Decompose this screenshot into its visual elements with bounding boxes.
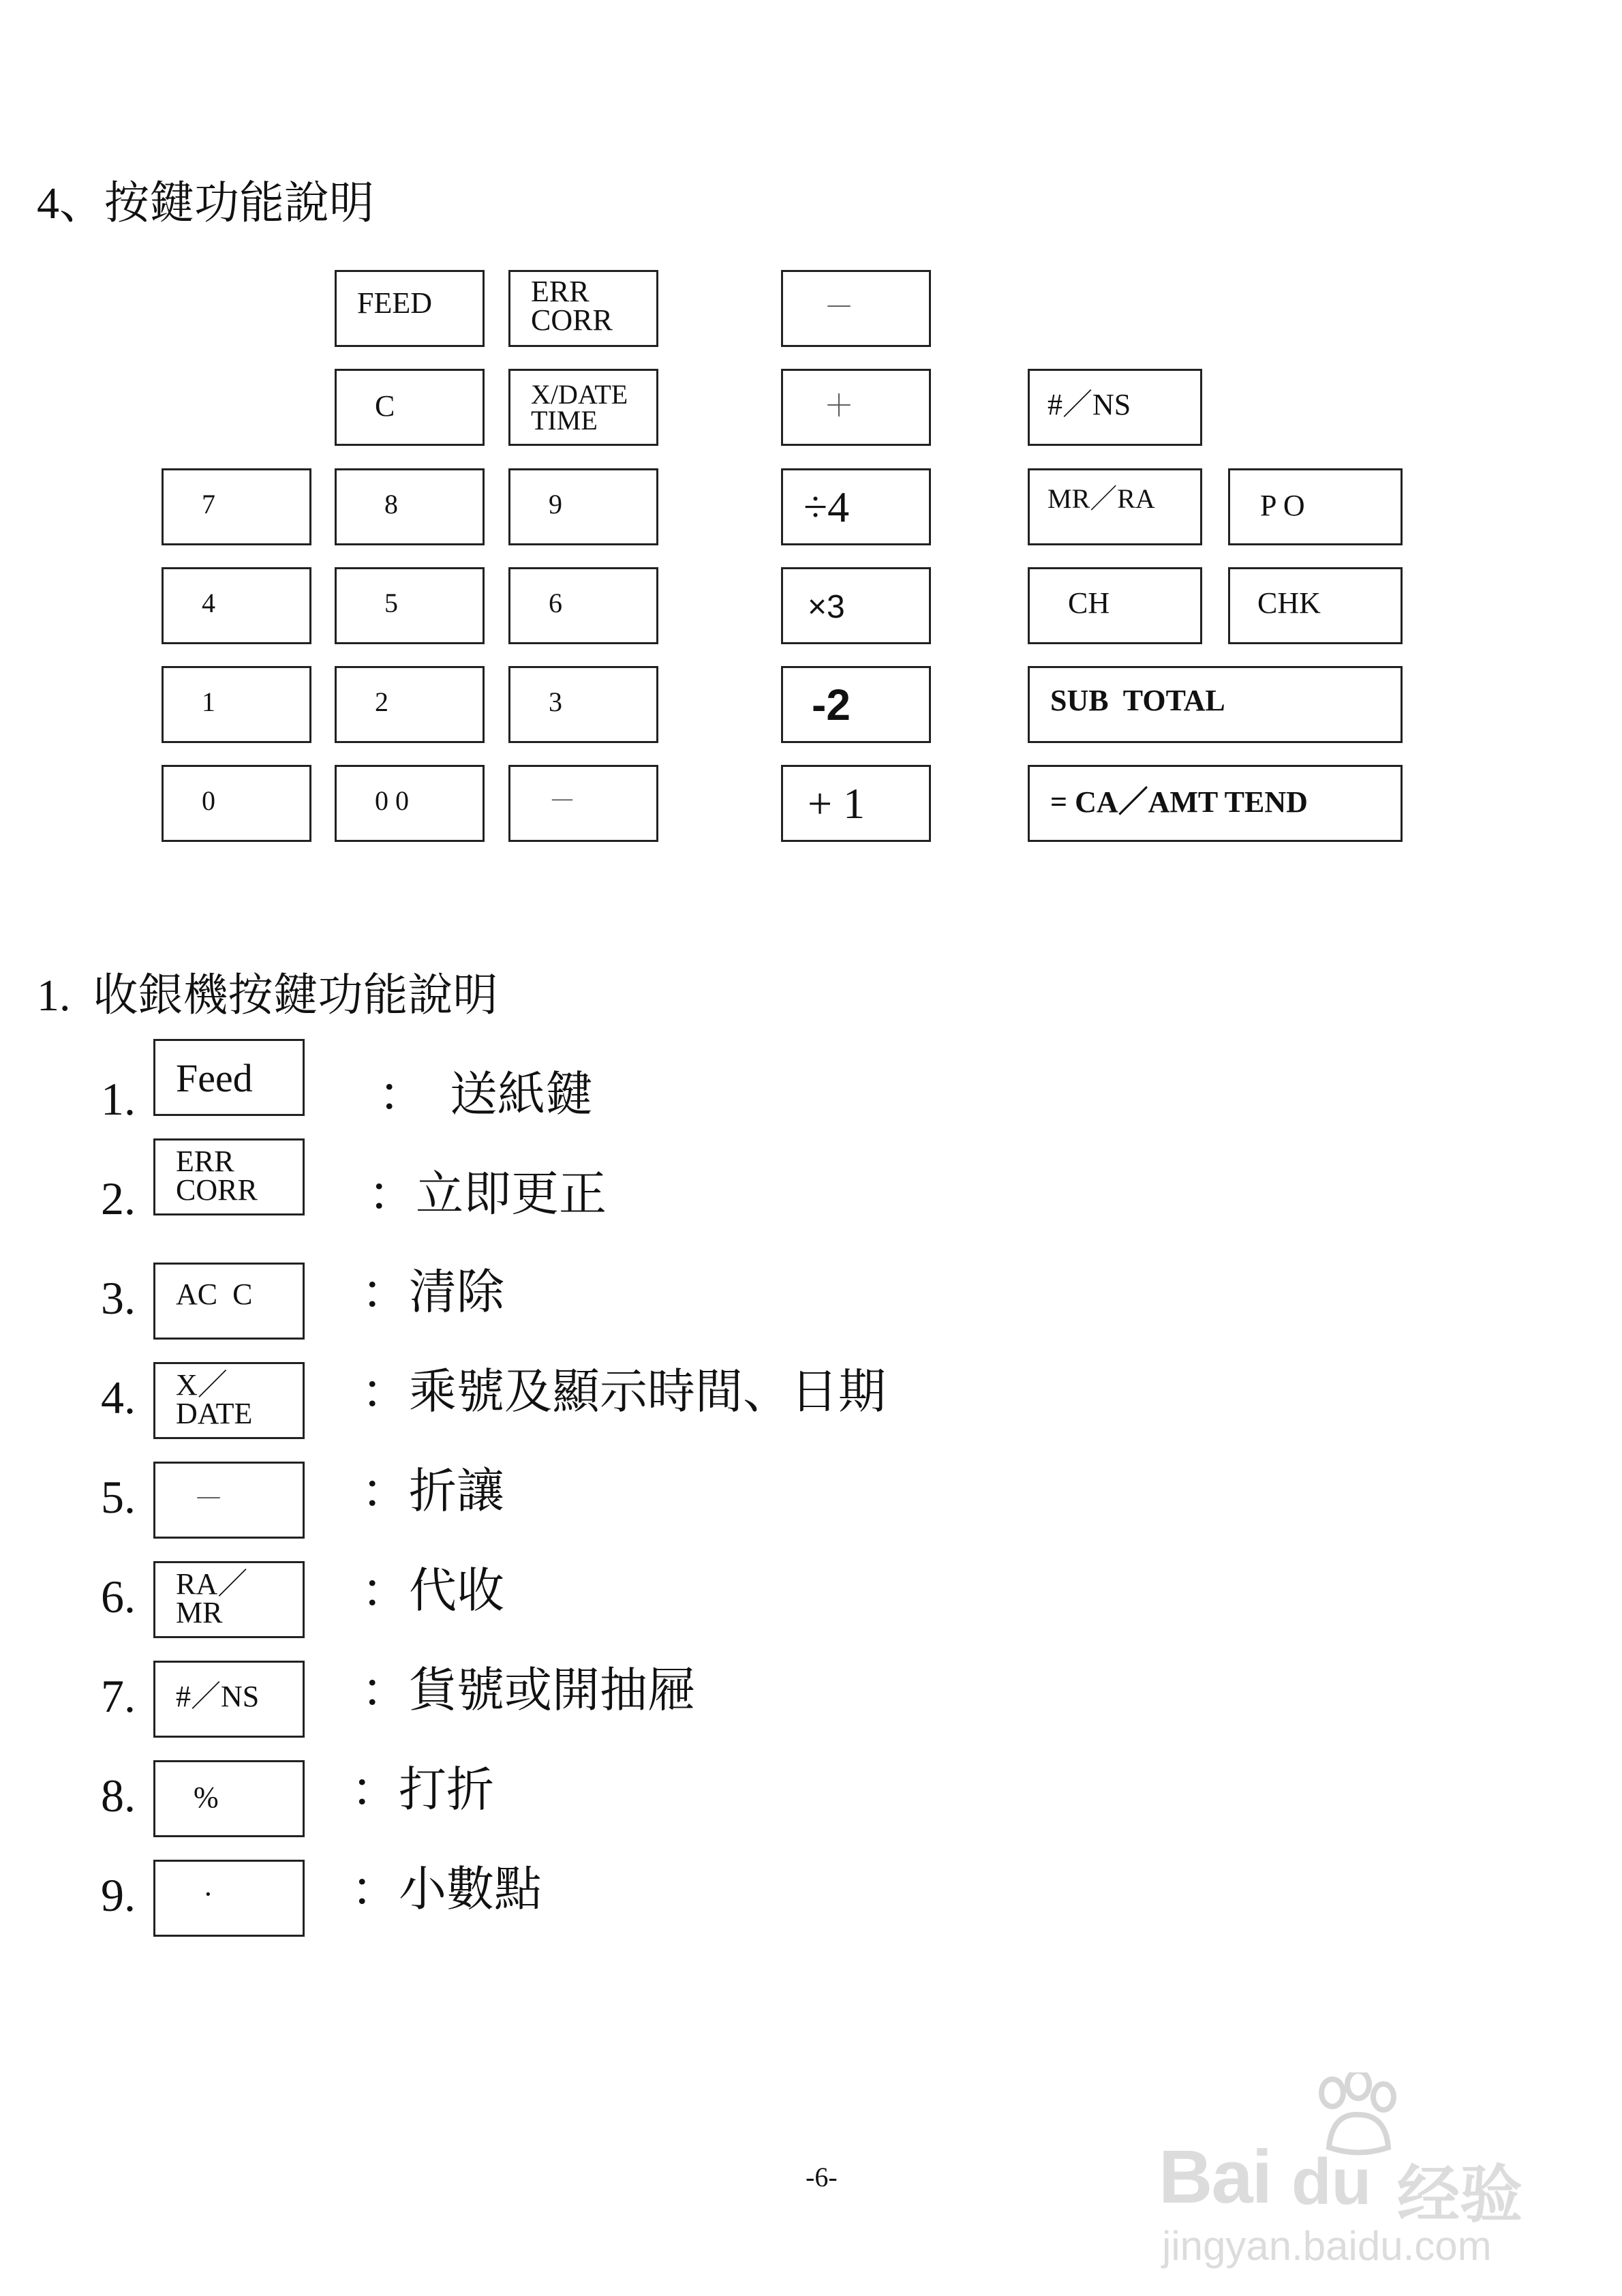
double-zero-key [335, 765, 485, 842]
watermark-url: jingyan.baidu.com [1162, 2223, 1492, 2269]
minus-key-icon [153, 1462, 305, 1539]
digit-3-key [508, 666, 658, 743]
digit-7-key [162, 468, 311, 545]
feed-key-icon-label: Feed [176, 1056, 253, 1100]
minus-bottom-key [508, 765, 658, 842]
ac-c-key-icon [153, 1263, 305, 1340]
chk-key-label: CHK [1257, 586, 1321, 620]
item-description: ：打折 [351, 1764, 494, 1817]
section-title: 4、按鍵功能說明 [37, 179, 374, 228]
watermark-brand-cn: 经验 [1397, 2158, 1523, 2231]
minus-top-key [781, 270, 931, 347]
feed-key-icon [153, 1039, 305, 1116]
dept-1-label: + 1 [808, 779, 866, 828]
digit-1-label: 1 [202, 686, 215, 717]
chk-key [1228, 567, 1403, 644]
clear-key-label: C [375, 389, 395, 423]
po-key-label: P O [1260, 489, 1305, 522]
list-title: 1. 收銀機按鍵功能說明 [37, 971, 498, 1021]
dept-4-key [781, 468, 931, 545]
item-number: 5. [101, 1471, 136, 1523]
hash-ns-key-icon [153, 1661, 305, 1738]
ca-amt-tend-key-label: = CA／AMT TEND [1050, 785, 1308, 819]
item-description: ：清除 [361, 1267, 504, 1319]
percent-key-icon [153, 1760, 305, 1837]
digit-9-key [508, 468, 658, 545]
dept-2-label: -2 [812, 680, 851, 729]
ra-mr-key-icon [153, 1561, 305, 1638]
item-description: ：立即更正 [368, 1168, 607, 1221]
x-date-key-icon [153, 1362, 305, 1439]
item-description: ：折讓 [361, 1466, 504, 1518]
digit-0-label: 0 [202, 785, 215, 816]
sub-total-key-label: SUB TOTAL [1050, 684, 1225, 717]
hash-ns-key-icon-label: #／NS [176, 1680, 260, 1713]
dept-4-label: ÷4 [804, 483, 850, 531]
mr-ra-key [1028, 468, 1202, 545]
x-date-time-key [508, 369, 658, 446]
item-description: ： 送紙鍵 [378, 1069, 593, 1121]
ch-key-label: CH [1068, 586, 1110, 620]
feed-key [335, 270, 485, 347]
decimal-point-key-icon-label: · [203, 1877, 213, 1911]
item-number: 8. [101, 1770, 136, 1822]
err-corr-key-label: ERR CORR [531, 275, 613, 337]
plus-key-label: ＋ [824, 389, 854, 423]
digit-8-label: 8 [384, 489, 398, 519]
item-description: ：貨號或開抽屜 [361, 1665, 695, 1717]
ac-c-key-icon-label: AC C [176, 1278, 253, 1311]
dept-3-label: ×3 [808, 589, 845, 625]
item-description: ：小數點 [351, 1864, 542, 1916]
dept-3-key [781, 567, 931, 644]
item-number: 7. [101, 1670, 136, 1722]
digit-3-label: 3 [549, 686, 562, 717]
page-number: -6- [806, 2162, 838, 2192]
watermark-du-glyph: du [1291, 2145, 1372, 2218]
digit-4-key [162, 567, 311, 644]
clear-key [335, 369, 485, 446]
ch-key [1028, 567, 1202, 644]
digit-5-key [335, 567, 485, 644]
err-corr-key-icon [153, 1138, 305, 1215]
item-number: 6. [101, 1571, 136, 1622]
baidu-watermark [1159, 2072, 1567, 2277]
x-date-key-icon-label: X／ DATE [176, 1368, 253, 1430]
decimal-point-key-icon [153, 1860, 305, 1937]
item-number: 2. [101, 1173, 136, 1224]
digit-2-label: 2 [375, 686, 388, 717]
digit-6-key [508, 567, 658, 644]
ra-mr-key-icon-label: RA／ MR [176, 1567, 248, 1629]
percent-key-icon-label: % [194, 1781, 219, 1814]
hash-ns-key [1028, 369, 1202, 446]
item-number: 9. [101, 1869, 136, 1921]
digit-4-label: 4 [202, 588, 215, 618]
dept-2-key [781, 666, 931, 743]
ca-amt-tend-key [1028, 765, 1403, 842]
digit-1-key [162, 666, 311, 743]
digit-8-key [335, 468, 485, 545]
item-number: 4. [101, 1372, 136, 1423]
sub-total-key [1028, 666, 1403, 743]
digit-9-label: 9 [549, 489, 562, 519]
digit-2-key [335, 666, 485, 743]
minus-bottom-key-label: － [549, 785, 576, 816]
err-corr-key [508, 270, 658, 347]
watermark-brand: Bai [1159, 2135, 1272, 2219]
plus-key [781, 369, 931, 446]
digit-5-label: 5 [384, 588, 398, 618]
minus-key-icon-label: － [194, 1482, 224, 1515]
minus-top-key-label: － [824, 290, 854, 324]
item-description: ：乘號及顯示時間、日期 [361, 1366, 886, 1419]
x-date-time-key-label: X/DATE TIME [531, 379, 628, 436]
digit-6-label: 6 [549, 588, 562, 618]
hash-ns-key-label: #／NS [1047, 388, 1131, 421]
digit-0-key [162, 765, 311, 842]
item-number: 1. [101, 1073, 136, 1125]
err-corr-key-icon-label: ERR CORR [176, 1145, 258, 1207]
double-zero-label: 0 0 [375, 785, 409, 816]
item-description: ：代收 [361, 1565, 504, 1618]
item-number: 3. [101, 1272, 136, 1324]
po-key [1228, 468, 1403, 545]
dept-1-key [781, 765, 931, 842]
digit-7-label: 7 [202, 489, 215, 519]
mr-ra-key-label: MR／RA [1047, 483, 1155, 514]
feed-key-label: FEED [357, 286, 432, 320]
